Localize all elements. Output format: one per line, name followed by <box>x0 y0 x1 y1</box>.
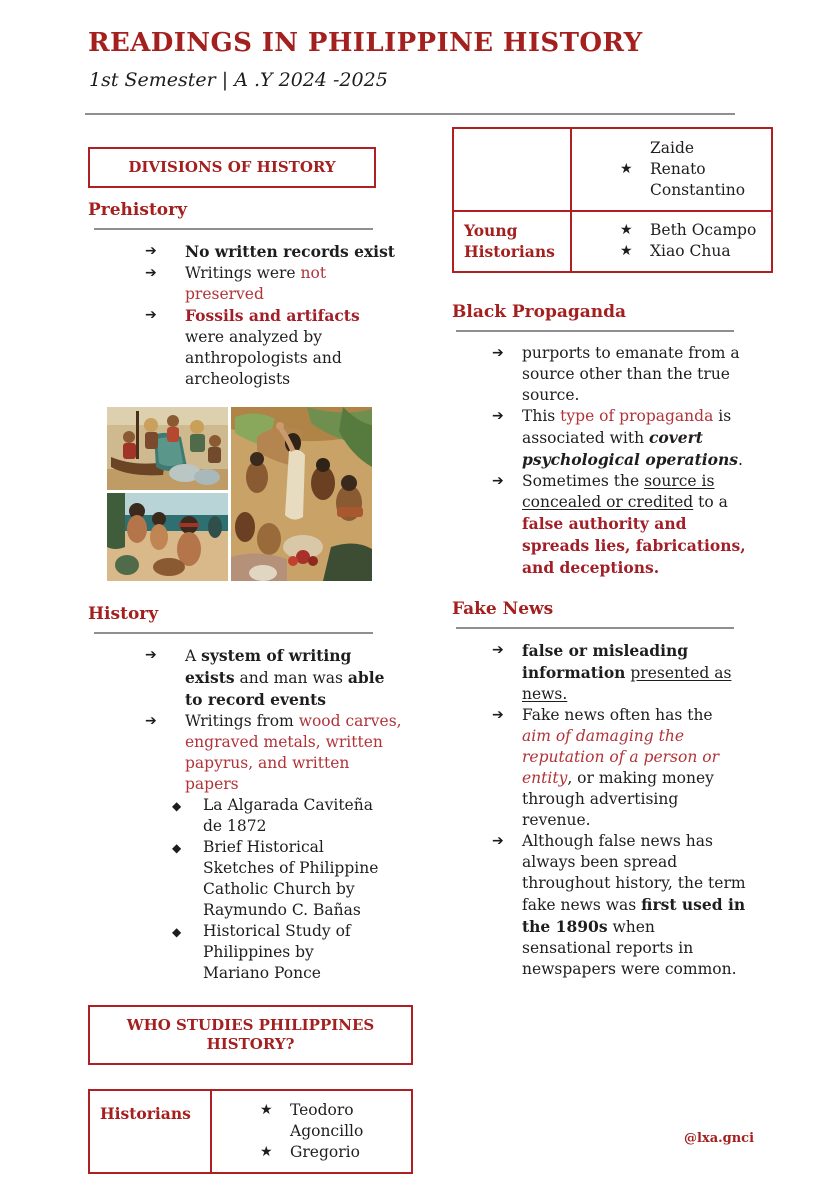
table-entry <box>620 241 771 262</box>
table-entry <box>260 1100 411 1142</box>
table-entry <box>620 220 771 241</box>
section-divider <box>94 632 373 634</box>
section-heading-prehistory: Prehistory <box>88 200 187 220</box>
section-heading-fake-news: Fake News <box>452 599 554 619</box>
table-cell-label: Historians <box>90 1091 212 1172</box>
list-item <box>88 305 415 390</box>
arrow-bullet-icon: ➔ <box>492 707 504 723</box>
arrow-bullet-icon: ➔ <box>145 647 157 663</box>
list-item-text: A system of writing exists and man was able to record events <box>185 646 385 709</box>
prehistory-list <box>88 241 415 390</box>
star-bullet-icon: ★ <box>620 243 633 259</box>
entry-text: Xiao Chua <box>650 242 731 260</box>
arrow-bullet-icon: ➔ <box>145 265 157 281</box>
list-item-text: purports to emanate from a source other than the true source. <box>522 344 740 404</box>
entry-text: Teodoro Agoncillo <box>290 1101 364 1140</box>
section-divider <box>456 330 734 332</box>
who-studies-box-label: WHO STUDIES PHILIPPINES HISTORY? <box>126 1016 375 1053</box>
arrow-bullet-icon: ➔ <box>145 713 157 729</box>
sub-list-item <box>88 921 415 984</box>
page-subtitle: 1st Semester | A .Y 2024 -2025 <box>89 69 388 91</box>
left-column <box>88 145 415 1174</box>
black-propaganda-list <box>452 343 773 579</box>
header-divider <box>85 113 735 115</box>
entry-text: Beth Ocampo <box>650 221 757 239</box>
sub-list-item <box>88 795 415 837</box>
star-bullet-icon: ★ <box>260 1144 273 1160</box>
entry-text: Renato Constantino <box>650 160 746 199</box>
list-item <box>88 241 415 263</box>
table-cell-entries <box>572 129 771 212</box>
sub-list-item-text: Brief Historical Sketches of Philippine Catholic Church by Raymundo C. Bañas <box>203 838 379 919</box>
author-watermark: @lxa.gnci <box>684 1131 755 1146</box>
list-item-text: Writings from wood carves, engraved metals, written papyrus, and written papers <box>185 712 402 793</box>
diamond-bullet-icon: ◆ <box>172 841 182 855</box>
list-item-text: Fossils and artifacts were analyzed by anthropologists and archeologists <box>185 306 360 388</box>
list-item <box>452 406 773 471</box>
list-item-text: Writings were not preserved <box>185 264 327 303</box>
arrow-bullet-icon: ➔ <box>492 642 504 658</box>
table-cell-entries <box>212 1091 411 1172</box>
list-item <box>452 343 773 406</box>
star-bullet-icon: ★ <box>620 161 633 177</box>
list-item-text: No written records exist <box>185 242 395 261</box>
list-item <box>452 471 773 579</box>
list-item-text: Fake news often has the aim of damaging the reputation of a person or entity, or making money through advertising revenue. <box>522 706 719 829</box>
star-bullet-icon: ★ <box>620 222 633 238</box>
list-item <box>452 705 773 831</box>
who-studies-box <box>88 1005 413 1065</box>
table-entry <box>620 159 771 201</box>
historians-table-continued <box>452 127 773 273</box>
divisions-box-label: DIVISIONS OF HISTORY <box>128 158 336 176</box>
diamond-bullet-icon: ◆ <box>172 925 182 939</box>
section-divider <box>94 228 373 230</box>
entry-text: Zaide <box>650 139 695 157</box>
section-divider <box>456 627 734 629</box>
section-heading-black-propaganda: Black Propaganda <box>452 302 627 322</box>
list-item <box>88 645 415 711</box>
right-column <box>452 127 773 980</box>
table-entry <box>260 1142 411 1163</box>
list-item <box>88 711 415 795</box>
precolonial-painting-collage <box>107 407 372 581</box>
list-item <box>88 263 415 305</box>
diamond-bullet-icon: ◆ <box>172 799 182 813</box>
divisions-of-history-box <box>88 147 376 188</box>
arrow-bullet-icon: ➔ <box>492 408 504 424</box>
table-cell-entries <box>572 212 771 271</box>
list-item-text: Sometimes the source is concealed or credited to a false authority and spreads lies, fabrications, and deceptions. <box>522 472 746 577</box>
star-bullet-icon: ★ <box>260 1102 273 1118</box>
arrow-bullet-icon: ➔ <box>492 345 504 361</box>
table-cell-label <box>454 129 572 212</box>
history-list <box>88 645 415 984</box>
page-title: READINGS IN PHILIPPINE HISTORY <box>88 28 643 58</box>
list-item <box>452 640 773 705</box>
list-item-text: This type of propaganda is associated with covert psychological operations. <box>522 407 743 469</box>
list-item <box>452 831 773 980</box>
sub-list-item-text: Historical Study of Philippines by Mariano Ponce <box>203 922 351 982</box>
arrow-bullet-icon: ➔ <box>145 307 157 323</box>
table-cell-label: Young Historians <box>454 212 572 271</box>
entry-text: Gregorio <box>290 1143 360 1161</box>
historians-table <box>88 1089 413 1174</box>
section-heading-history: History <box>88 604 159 624</box>
fake-news-list <box>452 640 773 980</box>
table-entry <box>620 138 771 159</box>
sub-list-item-text: La Algarada Caviteña de 1872 <box>203 796 373 835</box>
sub-list-item <box>88 837 415 921</box>
list-item-text: Although false news has always been spread throughout history, the term fake news was first used in the 1890s when sensational reports in newspapers were common. <box>522 832 746 978</box>
list-item-text: false or misleading information presented as news. <box>522 641 732 703</box>
arrow-bullet-icon: ➔ <box>492 473 504 489</box>
arrow-bullet-icon: ➔ <box>492 833 504 849</box>
arrow-bullet-icon: ➔ <box>145 243 157 259</box>
